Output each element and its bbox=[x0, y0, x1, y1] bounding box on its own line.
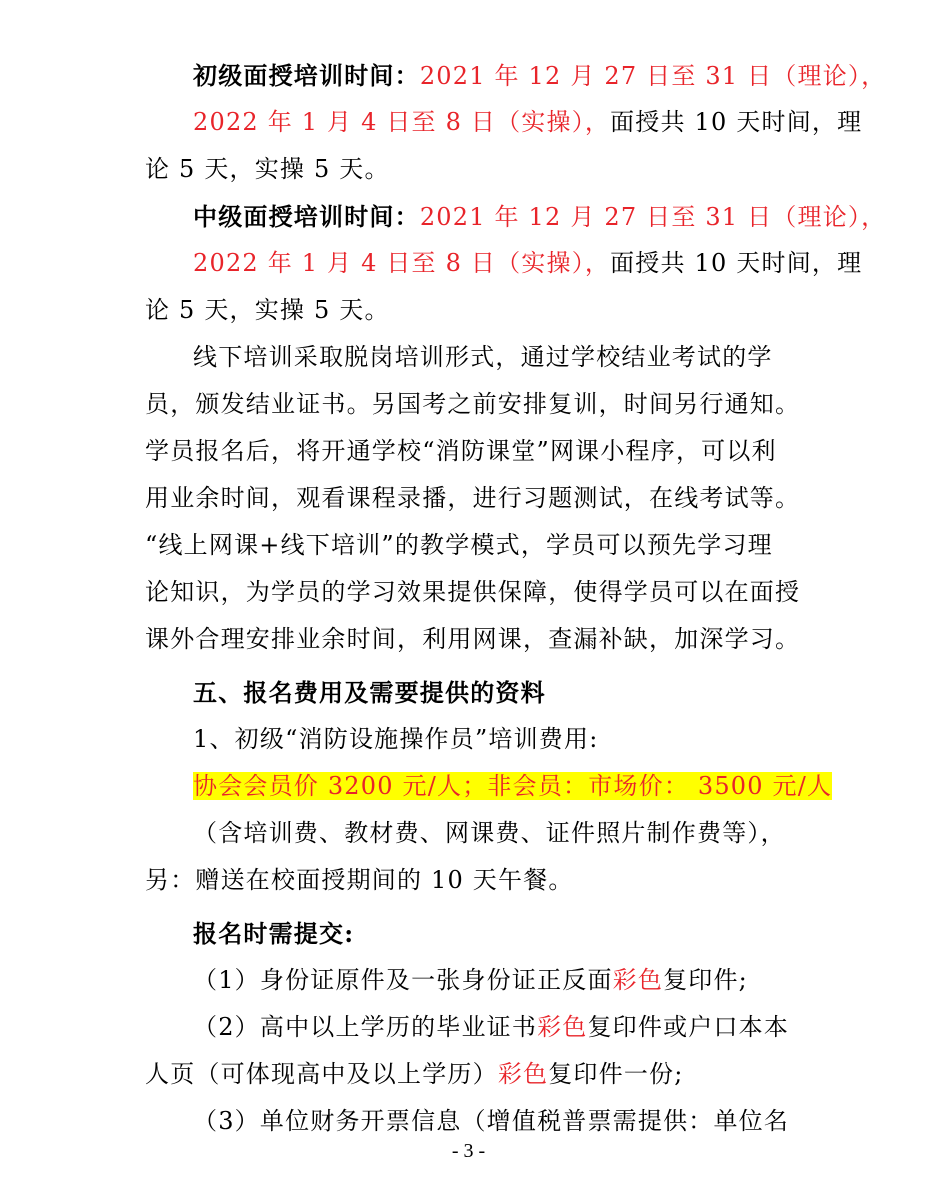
middle-practice-time: 2022 年 1 月 4 日至 8 日（实操）， bbox=[193, 249, 611, 277]
offline-paragraph-line: 线下培训采取脱岗培训形式，通过学校结业考试的学 bbox=[193, 343, 773, 371]
initial-theory-time: 2021 年 12 月 27 日至 31 日（理论）， bbox=[419, 62, 887, 90]
middle-training-time-line bbox=[145, 193, 887, 240]
offline-paragraph-line: 学员报名后，将开通学校“消防课堂”网课小程序，可以利 bbox=[145, 437, 777, 465]
fee-price-highlight: 协会会员价 3200 元/人；非会员：市场价： 3500 元/人 bbox=[193, 772, 833, 800]
submit-item-2-tail: 复印件或户口本本 bbox=[587, 1013, 790, 1041]
middle-training-label: 中级面授培训时间： bbox=[193, 202, 420, 231]
submit-item-2-continued bbox=[145, 1051, 800, 1098]
submit-item-2-text: （2）高中以上学历的毕业证书 bbox=[193, 1013, 538, 1041]
submit-item-1-tail: 复印件; bbox=[663, 966, 748, 994]
initial-practice-line bbox=[145, 99, 863, 146]
initial-practice-time: 2022 年 1 月 4 日至 8 日（实操）， bbox=[193, 108, 611, 136]
offline-paragraph-line: 用业余时间，观看课程录播，进行习题测试，在线考试等。 bbox=[145, 484, 801, 512]
submit-item-2-line2-text: 人页（可体现高中及以上学历） bbox=[145, 1060, 498, 1088]
offline-paragraph-line: 论知识，为学员的学习效果提供保障，使得学员可以在面授 bbox=[145, 578, 801, 606]
initial-training-time-line bbox=[145, 52, 887, 99]
section-five-heading: 五、报名费用及需要提供的资料 bbox=[193, 678, 546, 707]
offline-paragraph-line: 课外合理安排业余时间，利用网课，查漏补缺，加深学习。 bbox=[145, 625, 801, 653]
fee-item-1: 1、初级“消防设施操作员”培训费用: bbox=[193, 725, 599, 753]
fee-includes: （含培训费、教材费、网课费、证件照片制作费等）， bbox=[193, 819, 786, 847]
middle-practice-line bbox=[145, 240, 863, 287]
middle-theory-time: 2021 年 12 月 27 日至 31 日（理论）， bbox=[419, 203, 887, 231]
document-page bbox=[145, 52, 887, 1145]
fee-price-line bbox=[145, 763, 833, 810]
middle-summary-line: 论 5 天，实操 5 天。 bbox=[145, 296, 390, 324]
fee-extra: 另：赠送在校面授期间的 10 天午餐。 bbox=[145, 866, 574, 894]
middle-total-days: 面授共 10 天时间，理 bbox=[610, 249, 863, 277]
color-emphasis: 彩色 bbox=[612, 966, 664, 994]
offline-paragraph-line: 员，颁发结业证书。另国考之前安排复训，时间另行通知。 bbox=[145, 390, 801, 418]
submit-heading: 报名时需提交: bbox=[193, 919, 355, 948]
initial-total-days: 面授共 10 天时间，理 bbox=[610, 108, 863, 136]
submit-item-2-line2-tail: 复印件一份; bbox=[548, 1060, 684, 1088]
submit-item-1-text: （1）身份证原件及一张身份证正反面 bbox=[193, 966, 613, 994]
offline-paragraph-line: “线上网课+线下培训”的教学模式，学员可以预先学习理 bbox=[145, 531, 773, 559]
submit-item-2 bbox=[145, 1004, 800, 1051]
color-emphasis: 彩色 bbox=[537, 1013, 588, 1041]
initial-summary-line: 论 5 天，实操 5 天。 bbox=[145, 155, 390, 183]
color-emphasis: 彩色 bbox=[497, 1060, 549, 1088]
submit-item-3: （3）单位财务开票信息（增值税普票需提供：单位名 bbox=[193, 1107, 790, 1135]
submit-item-1 bbox=[145, 957, 800, 1004]
initial-training-label: 初级面授培训时间： bbox=[193, 61, 420, 90]
page-number: - 3 - bbox=[451, 1140, 486, 1162]
